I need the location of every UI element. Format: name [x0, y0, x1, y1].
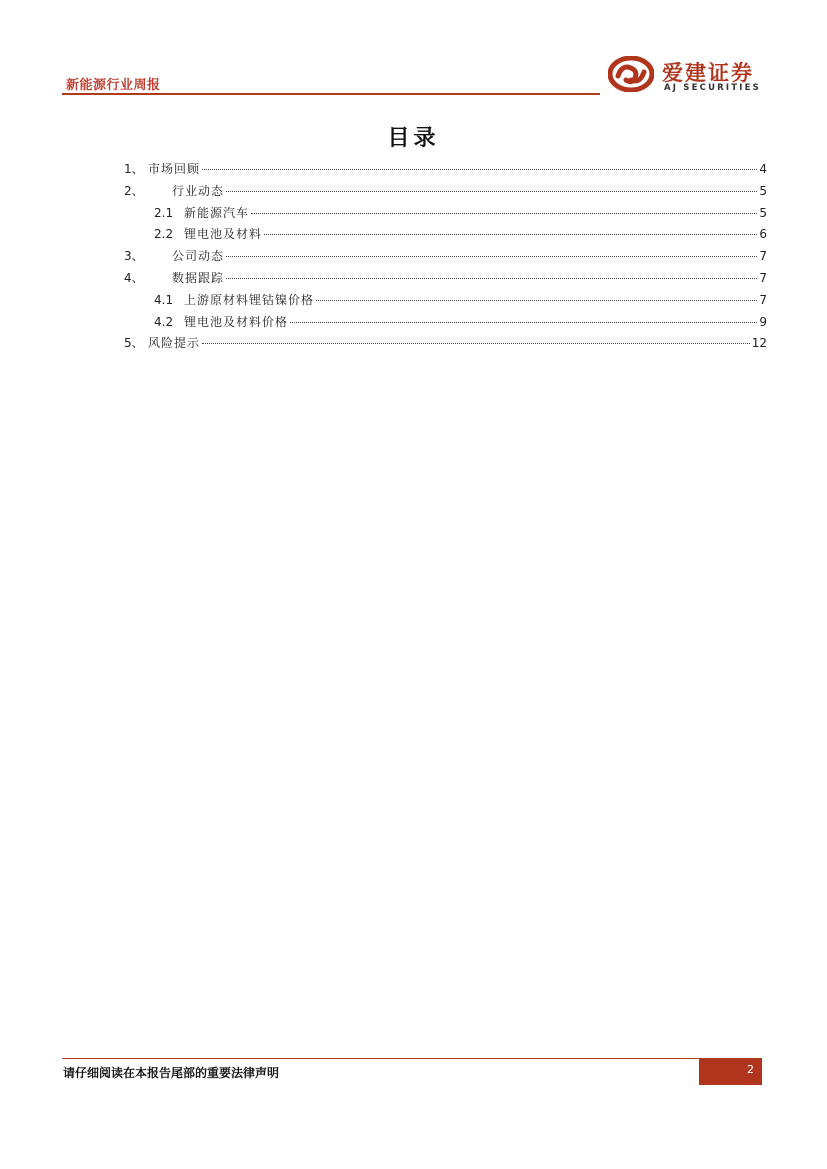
toc-entry-label: 上游原材料锂钴镍价格 — [184, 293, 315, 307]
toc-leader — [264, 234, 757, 235]
toc-entry-number: 2.1 — [154, 206, 174, 220]
footer-disclaimer: 请仔细阅读在本报告尾部的重要法律声明 — [63, 1066, 280, 1080]
toc-entry[interactable] — [154, 225, 767, 245]
toc-entry-page: 7 — [759, 271, 767, 285]
toc-entry-page: 7 — [759, 293, 767, 307]
toc-entry-label: 风险提示 — [148, 336, 201, 350]
logo-mark-icon — [608, 56, 654, 92]
toc-entry-page: 5 — [759, 206, 767, 220]
toc-entry-page: 4 — [759, 162, 767, 176]
toc-leader — [226, 256, 757, 257]
toc-leader — [226, 191, 757, 192]
toc-leader — [202, 169, 757, 170]
toc-entry[interactable] — [124, 247, 767, 267]
toc-entry[interactable] — [154, 313, 767, 333]
toc-entry-page: 12 — [751, 336, 767, 350]
toc-entry-page: 5 — [759, 184, 767, 198]
toc-entry[interactable] — [154, 204, 767, 224]
toc-entry-number: 3、 — [124, 249, 144, 263]
toc-entry-label: 新能源汽车 — [184, 206, 250, 220]
toc-entry[interactable] — [124, 160, 767, 180]
toc-entry[interactable] — [124, 182, 767, 202]
toc-entry-page: 7 — [759, 249, 767, 263]
toc-entry-label: 锂电池及材料 — [184, 227, 263, 241]
logo-english-name: AJ SECURITIES — [664, 83, 761, 93]
toc-entry[interactable] — [154, 291, 767, 311]
header-rule — [62, 93, 600, 95]
footer-rule — [62, 1058, 762, 1059]
toc-title: 目录 — [387, 126, 440, 151]
toc-leader — [290, 322, 757, 323]
toc-leader — [251, 213, 757, 214]
toc-entry-number: 2.2 — [154, 227, 174, 241]
toc-entry-label: 市场回顾 — [148, 162, 201, 176]
toc-entry-page: 9 — [759, 315, 767, 329]
toc-leader — [316, 300, 757, 301]
toc-entry-number: 5、 — [124, 336, 144, 350]
company-logo — [608, 56, 768, 96]
toc-entry-page: 6 — [759, 227, 767, 241]
toc-entry[interactable] — [124, 269, 767, 289]
toc-leader — [202, 343, 750, 344]
toc-entry-number: 4、 — [124, 271, 144, 285]
logo-chinese-name: 爱建证券 — [662, 60, 754, 85]
toc-entry-number: 4.1 — [154, 293, 174, 307]
report-header-title: 新能源行业周报 — [66, 78, 161, 93]
page-number: 2 — [747, 1063, 754, 1076]
toc-leader — [226, 278, 757, 279]
toc-entry-number: 1、 — [124, 162, 144, 176]
toc-entry-label: 行业动态 — [172, 184, 225, 198]
toc-entry-label: 数据跟踪 — [172, 271, 225, 285]
toc-entry-label: 锂电池及材料价格 — [184, 315, 289, 329]
page-number-box — [699, 1059, 762, 1085]
toc-entry-number: 4.2 — [154, 315, 174, 329]
toc-entry-number: 2、 — [124, 184, 144, 198]
toc-entry[interactable] — [124, 334, 767, 354]
toc-entry-label: 公司动态 — [172, 249, 225, 263]
